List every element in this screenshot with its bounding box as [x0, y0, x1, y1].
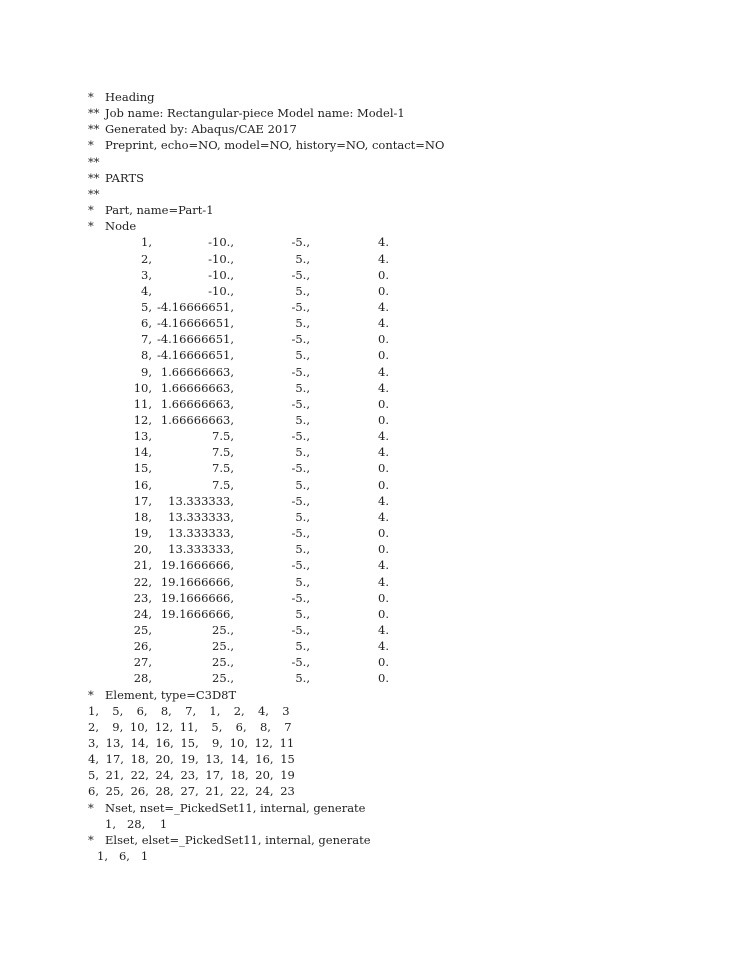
node-id: 12, — [133, 413, 152, 427]
keyword-marker: * — [88, 688, 94, 702]
node-y: -5., — [291, 397, 310, 411]
keyword-marker: ** — [88, 155, 100, 169]
node-z: 0. — [378, 413, 389, 427]
node-id: 15, — [133, 461, 152, 475]
node-z: 4. — [378, 558, 389, 572]
node-id: 28, — [133, 671, 152, 685]
node-z: 0. — [378, 542, 389, 556]
node-y: 5., — [295, 381, 310, 395]
keyword-marker: ** — [88, 106, 100, 120]
node-z: 4. — [378, 252, 389, 266]
node-x: 25., — [212, 639, 234, 653]
node-x: -4.16666651, — [156, 300, 234, 314]
node-y: -5., — [291, 429, 310, 443]
header-line — [88, 105, 405, 121]
keyword-marker: * — [88, 90, 94, 104]
node-y: -5., — [291, 235, 310, 249]
node-x: 19.1666666, — [160, 558, 234, 572]
node-y: -5., — [291, 300, 310, 314]
keyword-text: Heading — [105, 90, 155, 104]
node-x: 1.66666663, — [160, 365, 234, 379]
node-id: 7, — [141, 332, 152, 346]
keyword-marker: ** — [88, 187, 100, 201]
node-y: 5., — [295, 607, 310, 621]
node-id: 19, — [133, 526, 152, 540]
element-row: 2, 9, 10, 12, 11, 5, 6, 8, 7 — [88, 720, 292, 734]
node-y: 5., — [295, 284, 310, 298]
keyword-marker: * — [88, 801, 94, 815]
node-z: 0. — [378, 332, 389, 346]
node-id: 13, — [133, 429, 152, 443]
node-y: 5., — [295, 639, 310, 653]
node-id: 17, — [133, 494, 152, 508]
node-z: 4. — [378, 445, 389, 459]
keyword-marker: * — [88, 138, 94, 152]
node-y: -5., — [291, 591, 310, 605]
node-x: -4.16666651, — [156, 348, 234, 362]
node-x: 1.66666663, — [160, 381, 234, 395]
node-z: 4. — [378, 623, 389, 637]
keyword-text: Nset, nset=_PickedSet11, internal, generate — [105, 801, 366, 815]
node-x: 19.1666666, — [160, 607, 234, 621]
header-line — [88, 170, 144, 186]
node-id: 3, — [141, 268, 152, 282]
node-id: 27, — [133, 655, 152, 669]
node-z: 4. — [378, 494, 389, 508]
node-x: 1.66666663, — [160, 397, 234, 411]
node-x: -10., — [208, 252, 234, 266]
keyword-text: Elset, elset=_PickedSet11, internal, generate — [105, 833, 371, 847]
node-id: 10, — [133, 381, 152, 395]
node-y: -5., — [291, 655, 310, 669]
node-x: 7.5, — [212, 478, 234, 492]
node-y: -5., — [291, 461, 310, 475]
keyword-marker: * — [88, 833, 94, 847]
node-id: 26, — [133, 639, 152, 653]
header-line — [88, 121, 297, 137]
node-id: 2, — [141, 252, 152, 266]
elset-values: 1, 6, 1 — [97, 849, 149, 863]
node-z: 0. — [378, 478, 389, 492]
node-x: 19.1666666, — [160, 575, 234, 589]
node-y: 5., — [295, 510, 310, 524]
keyword-marker: * — [88, 203, 94, 217]
keyword-text: Element, type=C3D8T — [105, 688, 237, 702]
node-id: 11, — [133, 397, 152, 411]
node-x: 7.5, — [212, 429, 234, 443]
node-z: 4. — [378, 235, 389, 249]
node-y: -5., — [291, 494, 310, 508]
node-id: 14, — [133, 445, 152, 459]
keyword-marker: * — [88, 219, 94, 233]
node-y: -5., — [291, 268, 310, 282]
header-line — [88, 202, 214, 218]
node-z: 4. — [378, 316, 389, 330]
nset-header — [88, 800, 366, 816]
node-y: 5., — [295, 542, 310, 556]
node-z: 0. — [378, 268, 389, 282]
keyword-marker: ** — [88, 171, 100, 185]
node-id: 22, — [133, 575, 152, 589]
node-y: -5., — [291, 365, 310, 379]
node-x: 25., — [212, 623, 234, 637]
node-z: 0. — [378, 655, 389, 669]
node-id: 25, — [133, 623, 152, 637]
node-y: 5., — [295, 478, 310, 492]
node-id: 21, — [133, 558, 152, 572]
header-line — [88, 218, 136, 234]
node-x: 13.333333, — [168, 510, 234, 524]
node-z: 0. — [378, 461, 389, 475]
element-header — [88, 687, 236, 703]
node-y: -5., — [291, 558, 310, 572]
node-z: 0. — [378, 526, 389, 540]
node-x: -10., — [208, 235, 234, 249]
node-y: -5., — [291, 623, 310, 637]
node-x: 7.5, — [212, 461, 234, 475]
node-y: 5., — [295, 252, 310, 266]
keyword-text: Job name: Rectangular-piece Model name: Model-1 — [105, 106, 405, 120]
node-z: 0. — [378, 591, 389, 605]
node-z: 4. — [378, 510, 389, 524]
element-row: 1, 5, 6, 8, 7, 1, 2, 4, 3 — [88, 704, 290, 718]
nset-values: 1, 28, 1 — [105, 817, 168, 831]
node-z: 4. — [378, 300, 389, 314]
node-id: 20, — [133, 542, 152, 556]
node-y: -5., — [291, 332, 310, 346]
node-y: 5., — [295, 413, 310, 427]
node-x: 25., — [212, 671, 234, 685]
header-line — [88, 89, 155, 105]
node-x: -4.16666651, — [156, 332, 234, 346]
keyword-text: Generated by: Abaqus/CAE 2017 — [105, 122, 297, 136]
node-id: 23, — [133, 591, 152, 605]
element-row: 5, 21, 22, 24, 23, 17, 18, 20, 19 — [88, 768, 295, 782]
node-x: 13.333333, — [168, 526, 234, 540]
node-z: 4. — [378, 365, 389, 379]
header-line — [88, 137, 444, 153]
element-row: 4, 17, 18, 20, 19, 13, 14, 16, 15 — [88, 752, 295, 766]
keyword-marker: ** — [88, 122, 100, 136]
node-z: 4. — [378, 429, 389, 443]
node-z: 0. — [378, 607, 389, 621]
node-x: 13.333333, — [168, 494, 234, 508]
node-x: 19.1666666, — [160, 591, 234, 605]
node-y: 5., — [295, 316, 310, 330]
node-id: 16, — [133, 478, 152, 492]
node-id: 6, — [141, 316, 152, 330]
header-line — [88, 154, 105, 170]
node-z: 0. — [378, 397, 389, 411]
element-row: 6, 25, 26, 28, 27, 21, 22, 24, 23 — [88, 784, 295, 798]
node-x: -10., — [208, 284, 234, 298]
node-id: 9, — [141, 365, 152, 379]
node-x: 25., — [212, 655, 234, 669]
node-y: -5., — [291, 526, 310, 540]
node-y: 5., — [295, 575, 310, 589]
elset-header — [88, 832, 371, 848]
node-id: 18, — [133, 510, 152, 524]
node-x: 1.66666663, — [160, 413, 234, 427]
node-z: 4. — [378, 381, 389, 395]
node-y: 5., — [295, 671, 310, 685]
node-x: 7.5, — [212, 445, 234, 459]
node-x: -10., — [208, 268, 234, 282]
node-x: -4.16666651, — [156, 316, 234, 330]
node-id: 24, — [133, 607, 152, 621]
element-row: 3, 13, 14, 16, 15, 9, 10, 12, 11 — [88, 736, 295, 750]
node-x: 13.333333, — [168, 542, 234, 556]
keyword-text: PARTS — [105, 171, 144, 185]
node-z: 0. — [378, 348, 389, 362]
node-y: 5., — [295, 348, 310, 362]
node-id: 5, — [141, 300, 152, 314]
node-y: 5., — [295, 445, 310, 459]
keyword-text: Part, name=Part-1 — [105, 203, 214, 217]
keyword-text: Preprint, echo=NO, model=NO, history=NO, contact=NO — [105, 138, 445, 152]
header-line — [88, 186, 105, 202]
node-z: 0. — [378, 671, 389, 685]
node-id: 8, — [141, 348, 152, 362]
node-z: 4. — [378, 639, 389, 653]
node-z: 4. — [378, 575, 389, 589]
node-id: 4, — [141, 284, 152, 298]
keyword-text: Node — [105, 219, 137, 233]
node-z: 0. — [378, 284, 389, 298]
node-id: 1, — [141, 235, 152, 249]
